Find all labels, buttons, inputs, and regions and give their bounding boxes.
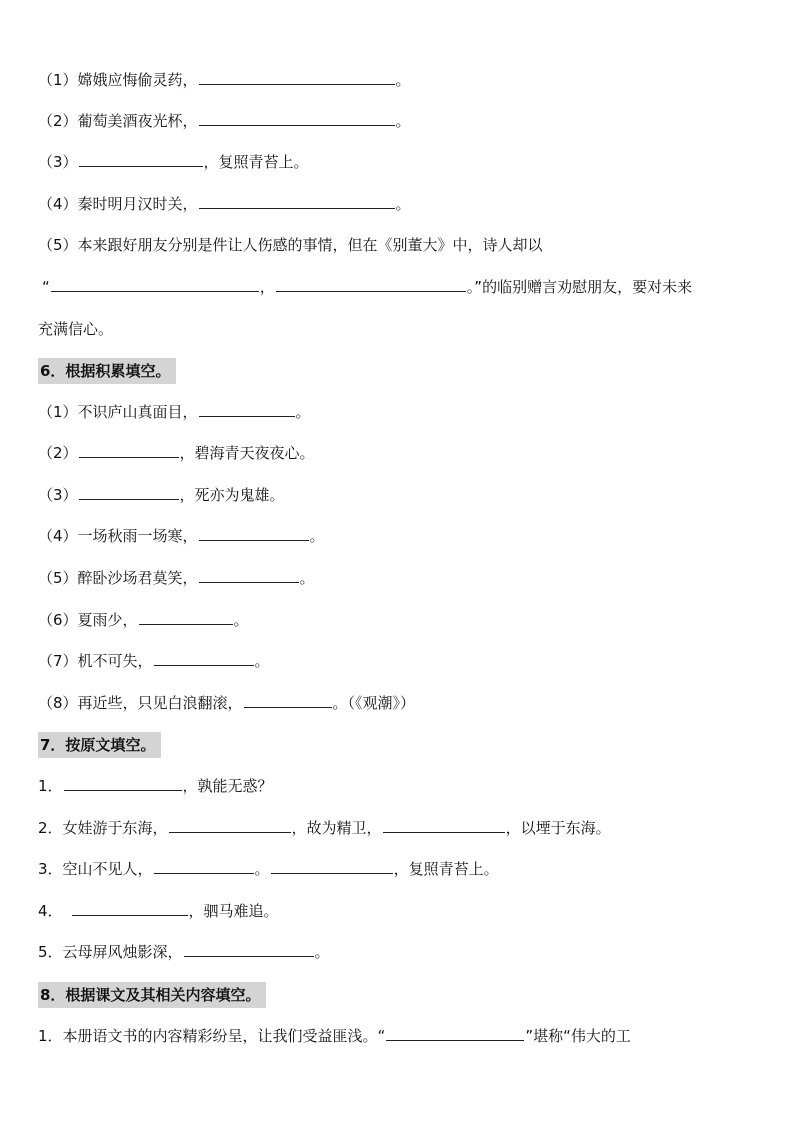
item-text: 4． [38, 902, 63, 920]
answer-blank[interactable] [79, 443, 179, 458]
item-text: 。 [395, 112, 411, 130]
answer-blank[interactable] [199, 70, 395, 85]
answer-blank[interactable] [51, 277, 259, 292]
item-text: （3） [38, 486, 78, 504]
s6-item-2 [38, 443, 315, 463]
s7-item-3 [38, 859, 499, 879]
item-text: 。 [254, 860, 270, 878]
answer-blank[interactable] [199, 526, 309, 541]
item-text: ，碧海青天夜夜心。 [179, 444, 315, 462]
answer-blank[interactable] [276, 277, 466, 292]
s6-item-8 [38, 693, 415, 713]
item-text: （3） [38, 153, 78, 171]
answer-blank[interactable] [72, 901, 188, 916]
answer-blank[interactable] [184, 942, 314, 957]
item-text: 。”的临别赠言劝慰朋友，要对未来 [466, 278, 693, 296]
answer-blank[interactable] [169, 818, 291, 833]
item-text: （4）一场秋雨一场寒， [38, 527, 198, 545]
item-text: （6）夏雨少， [38, 611, 138, 629]
answer-blank[interactable] [271, 859, 393, 874]
item-text: ，故为精卫， [291, 819, 382, 837]
answer-blank[interactable] [154, 859, 254, 874]
item-text: 。 [314, 943, 330, 961]
answer-blank[interactable] [199, 111, 395, 126]
item-text: 1．本册语文书的内容精彩纷呈，让我们受益匪浅。“ [38, 1027, 386, 1045]
item-text: ，死亦为鬼雄。 [179, 486, 285, 504]
s7-item-5 [38, 942, 330, 962]
item-text: （5）醉卧沙场君莫笑， [38, 569, 198, 587]
q5-item-5-line3 [38, 319, 113, 339]
item-text: （7）机不可失， [38, 652, 153, 670]
item-text: 1． [38, 777, 63, 795]
item-text: ，复照青苔上。 [203, 153, 309, 171]
item-text: 。 [309, 527, 325, 545]
item-text: （1）不识庐山真面目， [38, 403, 198, 421]
q5-item-4 [38, 194, 411, 214]
s7-item-4 [38, 901, 279, 921]
item-text: 。 [254, 652, 270, 670]
answer-blank[interactable] [199, 568, 299, 583]
item-text: （1）嫦娥应悔偷灵药， [38, 71, 198, 89]
item-text: （2） [38, 444, 78, 462]
answer-blank[interactable] [199, 402, 295, 417]
answer-blank[interactable] [139, 610, 233, 625]
item-text: ，复照青苔上。 [393, 860, 499, 878]
s7-item-2 [38, 818, 611, 838]
item-text: 3．空山不见人， [38, 860, 153, 878]
s6-item-4 [38, 526, 325, 546]
item-text: ，以堙于东海。 [505, 819, 611, 837]
answer-blank[interactable] [199, 194, 395, 209]
section-8-title: 8．根据课文及其相关内容填空。 [38, 982, 266, 1008]
s6-item-7 [38, 651, 270, 671]
s8-item-1 [38, 1026, 631, 1046]
item-text: ”堪称“伟大的工 [525, 1027, 631, 1045]
answer-blank[interactable] [386, 1026, 524, 1041]
q5-item-3 [38, 152, 309, 172]
s6-item-6 [38, 610, 249, 630]
item-text: ，孰能无惑？ [182, 777, 273, 795]
item-text: （4）秦时明月汉时关， [38, 195, 198, 213]
s7-item-1 [38, 776, 273, 796]
item-text: “ [42, 278, 50, 296]
item-text: 5．云母屏风烛影深， [38, 943, 183, 961]
section-7-title: 7．按原文填空。 [38, 732, 161, 758]
item-text: 。 [233, 611, 249, 629]
answer-blank[interactable] [64, 776, 182, 791]
q5-item-5-line1 [38, 235, 543, 255]
s6-item-5 [38, 568, 315, 588]
item-text: ，驷马难追。 [188, 902, 279, 920]
item-text: 2．女娃游于东海， [38, 819, 168, 837]
s6-item-1 [38, 402, 311, 422]
item-text: 。 [395, 71, 411, 89]
section-6-title: 6．根据积累填空。 [38, 358, 176, 384]
answer-blank[interactable] [154, 651, 254, 666]
item-text: 。 [299, 569, 315, 587]
q5-item-5-line2 [42, 277, 692, 297]
item-text: （8）再近些，只见白浪翻滚， [38, 694, 243, 712]
q5-item-2 [38, 111, 411, 131]
item-text: 。 [395, 195, 411, 213]
item-text: 。 [295, 403, 311, 421]
item-text: （2）葡萄美酒夜光杯， [38, 112, 198, 130]
s6-item-3 [38, 485, 285, 505]
answer-blank[interactable] [244, 693, 332, 708]
q5-item-1 [38, 70, 411, 90]
item-text: 。（《观潮》） [332, 694, 416, 712]
item-text: ， [259, 278, 275, 296]
item-text: 充满信心。 [38, 320, 114, 338]
answer-blank[interactable] [383, 818, 505, 833]
answer-blank[interactable] [79, 485, 179, 500]
item-text: （5）本来跟好朋友分别是件让人伤感的事情，但在《别董大》中，诗人却以 [38, 236, 543, 254]
answer-blank[interactable] [79, 152, 203, 167]
